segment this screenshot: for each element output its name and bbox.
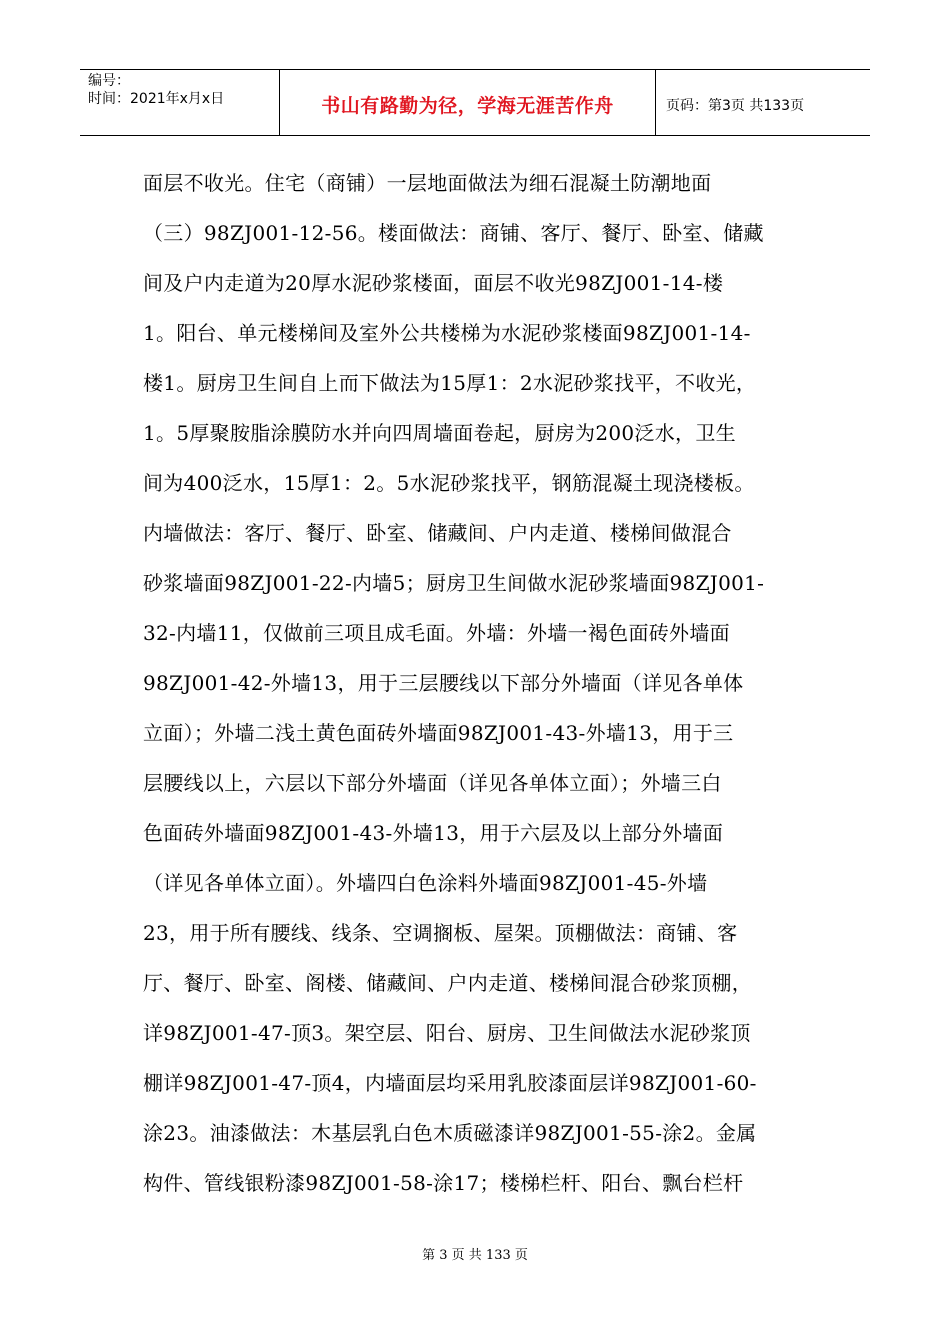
body-line: 层腰线以上，六层以下部分外墙面（详见各单体立面）；外墙三白 [143,771,722,795]
body-line: 间及户内走道为20厚水泥砂浆楼面，面层不收光98ZJ001-14-楼 [143,271,724,295]
body-line: 立面）；外墙二浅土黄色面砖外墙面98ZJ001-43-外墙13，用于三 [143,721,734,745]
document-number: 编号： [88,73,130,89]
body-line: 内墙做法：客厅、餐厅、卧室、储藏间、户内走道、楼梯间做混合 [143,521,732,545]
header-page-number: 页码：第3页 共133页 [666,97,805,114]
body-line: 间为400泛水，15厚1：2。5水泥砂浆找平，钢筋混凝土现浇楼板。 [143,471,755,495]
body-line: 涂23。油漆做法：木基层乳白色木质磁漆详98ZJ001-55-涂2。金属 [143,1121,757,1145]
body-line: 砂浆墙面98ZJ001-22-内墙5；厨房卫生间做水泥砂浆墙面98ZJ001- [143,571,765,595]
body-line: 色面砖外墙面98ZJ001-43-外墙13，用于六层及以上部分外墙面 [143,821,724,845]
body-line: 构件、管线银粉漆98ZJ001-58-涂17；楼梯栏杆、阳台、飘台栏杆 [143,1171,744,1195]
page-footer: 第 3 页 共 133 页 [422,1248,528,1263]
body-line: 棚详98ZJ001-47-顶4，内墙面层均采用乳胶漆面层详98ZJ001-60- [143,1071,757,1095]
body-line: 面层不收光。住宅（商铺）一层地面做法为细石混凝土防潮地面 [143,171,712,195]
document-date: 时间：2021年x月x日 [88,91,225,107]
body-line: 1。5厚聚胺脂涂膜防水并向四周墙面卷起，厨房为200泛水，卫生 [143,421,736,445]
document-body [143,158,823,1208]
body-line: （三）98ZJ001-12-56。楼面做法：商铺、客厅、餐厅、卧室、储藏 [143,221,764,245]
body-line: 32-内墙11，仅做前三项且成毛面。外墙：外墙一褐色面砖外墙面 [143,621,730,645]
page-header [80,69,870,136]
body-line: 1。阳台、单元楼梯间及室外公共楼梯为水泥砂浆楼面98ZJ001-14- [143,321,751,345]
header-meta [80,70,280,135]
body-line: （详见各单体立面）。外墙四白色涂料外墙面98ZJ001-45-外墙 [143,871,708,895]
body-line: 楼1。厨房卫生间自上而下做法为15厚1：2水泥砂浆找平，不收光， [143,371,757,395]
body-line: 23，用于所有腰线、线条、空调搁板、屋架。顶棚做法：商铺、客 [143,921,738,945]
body-line: 详98ZJ001-47-顶3。架空层、阳台、厨房、卫生间做法水泥砂浆顶 [143,1021,751,1045]
body-line: 98ZJ001-42-外墙13，用于三层腰线以下部分外墙面（详见各单体 [143,671,744,695]
header-motto: 书山有路勤为径，学海无涯苦作舟 [280,70,656,135]
body-line: 厅、餐厅、卧室、阁楼、储藏间、户内走道、楼梯间混合砂浆顶棚， [143,971,752,995]
